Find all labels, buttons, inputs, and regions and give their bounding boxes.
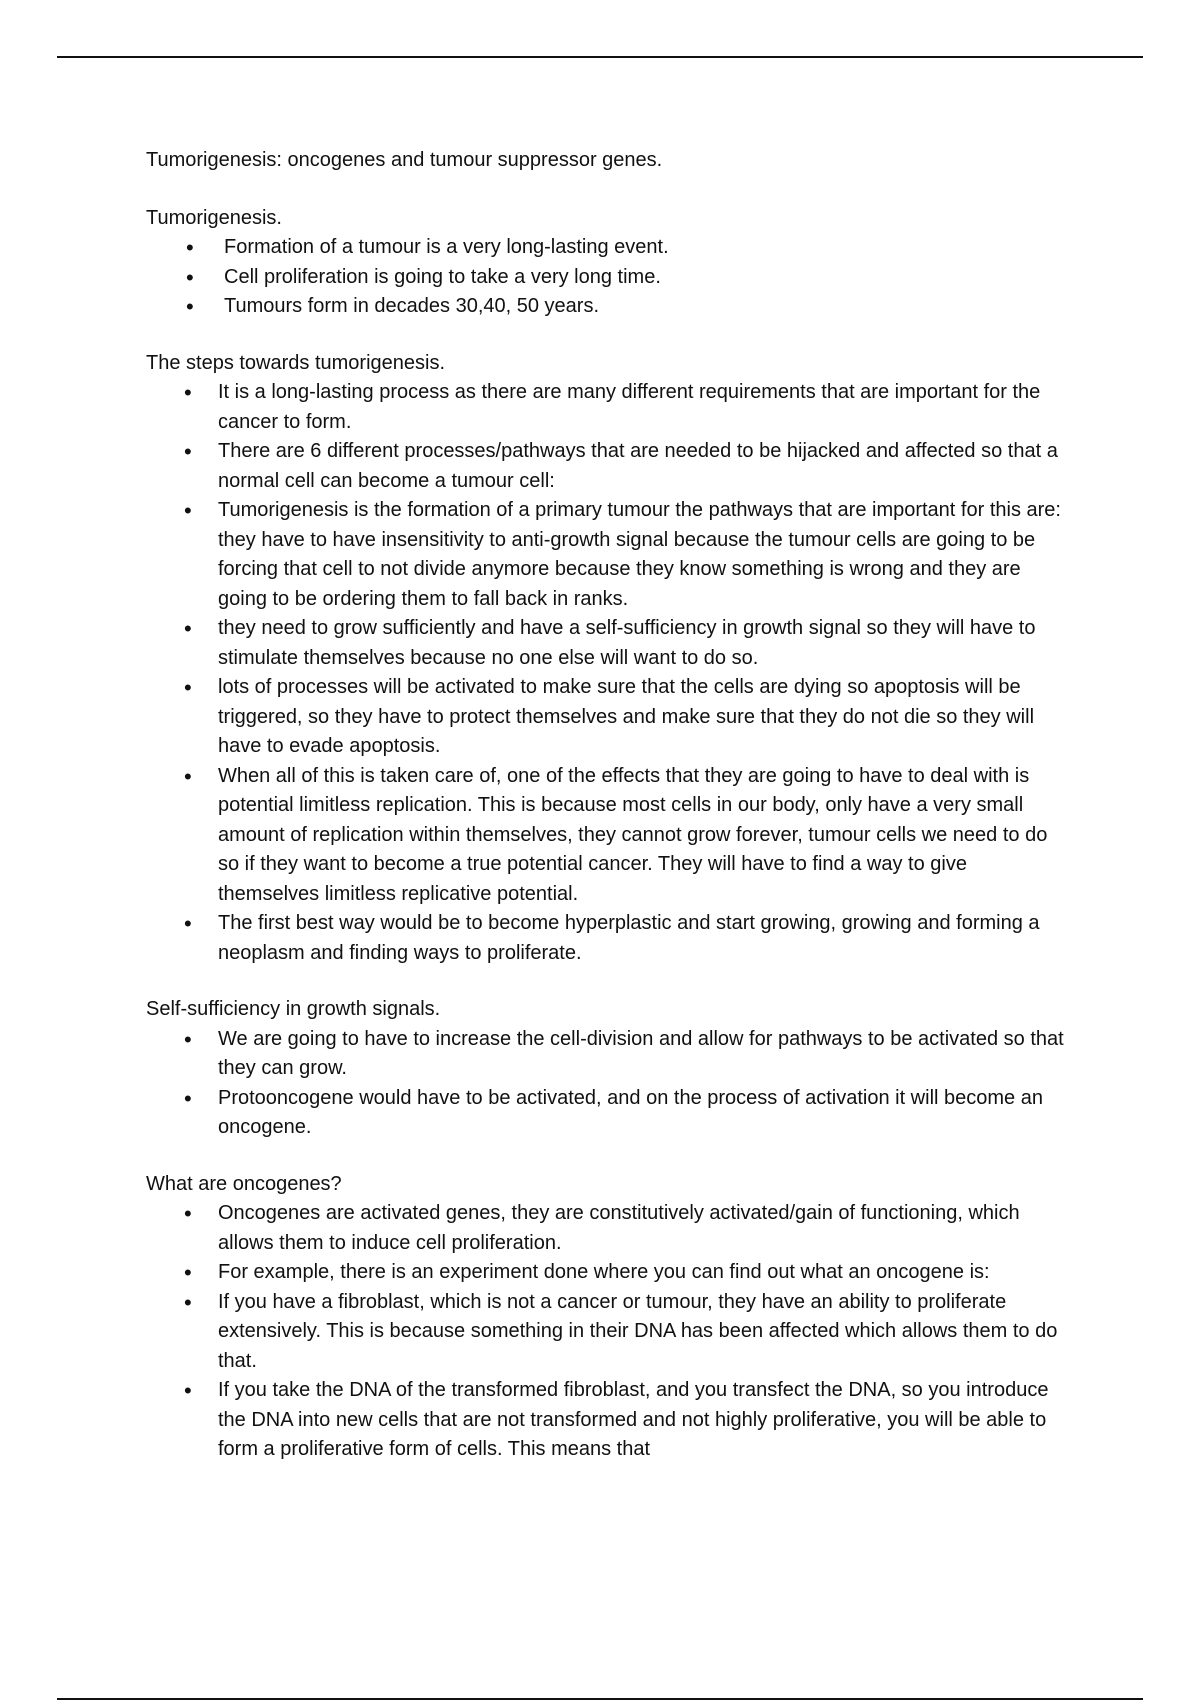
list-item: • Tumorigenesis is the formation of a primary tumour the pathways that are important for this are: they have to have insensitivity to anti-growth signal because the tumour cells are going to be forcing that cell to not divide anymore because they know something is wrong and they are going to be ordering them to fall back in ranks.: [146, 496, 1066, 614]
section-self-sufficiency: [146, 995, 1066, 1143]
list-item: • If you have a fibroblast, which is not a cancer or tumour, they have an ability to proliferate extensively. This is because something in their DNA has been affected which allows them to do that.: [146, 1288, 1066, 1377]
bullet-list: [146, 233, 1066, 322]
list-item: • It is a long-lasting process as there are many different requirements that are important for the cancer to form.: [146, 378, 1066, 437]
section-what-are-oncogenes: [146, 1170, 1066, 1465]
section-steps-towards-tumorigenesis: [146, 349, 1066, 969]
list-item: • The first best way would be to become hyperplastic and start growing, growing and forming a neoplasm and finding ways to proliferate.: [146, 909, 1066, 968]
section-heading: Tumorigenesis.: [146, 206, 282, 229]
bullet-list: [146, 1025, 1066, 1143]
document-title: Tumorigenesis: oncogenes and tumour suppressor genes.: [146, 149, 663, 171]
bullet-list: [146, 378, 1066, 968]
list-item: • If you take the DNA of the transformed fibroblast, and you transfect the DNA, so you introduce the DNA into new cells that are not transformed and not highly proliferative, you will be able to form a proliferative form of cells. This means that: [146, 1376, 1066, 1465]
document-body: [146, 146, 1066, 1492]
list-item: • There are 6 different processes/pathways that are needed to be hijacked and affected so that a normal cell can become a tumour cell:: [146, 437, 1066, 496]
list-item: • Tumours form in decades 30,40, 50 years.: [146, 292, 1066, 322]
list-item: • Protooncogene would have to be activated, and on the process of activation it will become an oncogene.: [146, 1084, 1066, 1143]
section-heading: Self-sufficiency in growth signals.: [146, 998, 441, 1020]
list-item: • Oncogenes are activated genes, they are constitutively activated/gain of functioning, which allows them to induce cell proliferation.: [146, 1199, 1066, 1258]
list-item: • Cell proliferation is going to take a very long time.: [146, 263, 1066, 293]
list-item: • they need to grow sufficiently and have a self-sufficiency in growth signal so they will have to stimulate themselves because no one else will want to do so.: [146, 614, 1066, 673]
list-item: • lots of processes will be activated to make sure that the cells are dying so apoptosis will be triggered, so they have to protect themselves and make sure that they do not die so they will have to evade apoptosis.: [146, 673, 1066, 762]
list-item: • For example, there is an experiment done where you can find out what an oncogene is:: [146, 1258, 1066, 1288]
bullet-list: [146, 1199, 1066, 1465]
list-item: • We are going to have to increase the cell-division and allow for pathways to be activated so that they can grow.: [146, 1025, 1066, 1084]
section-heading: What are oncogenes?: [146, 1172, 342, 1195]
section-tumorigenesis: [146, 204, 1066, 322]
section-heading: The steps towards tumorigenesis.: [146, 351, 446, 374]
list-item: • Formation of a tumour is a very long-lasting event.: [146, 233, 1066, 263]
header-rule: [57, 56, 1143, 58]
list-item: • When all of this is taken care of, one of the effects that they are going to have to deal with is potential limitless replication. This is because most cells in our body, only have a very small amount of replication within themselves, they cannot grow forever, tumour cells we need to do so if they want to become a true potential cancer. They will have to find a way to give themselves limitless replicative potential.: [146, 762, 1066, 910]
